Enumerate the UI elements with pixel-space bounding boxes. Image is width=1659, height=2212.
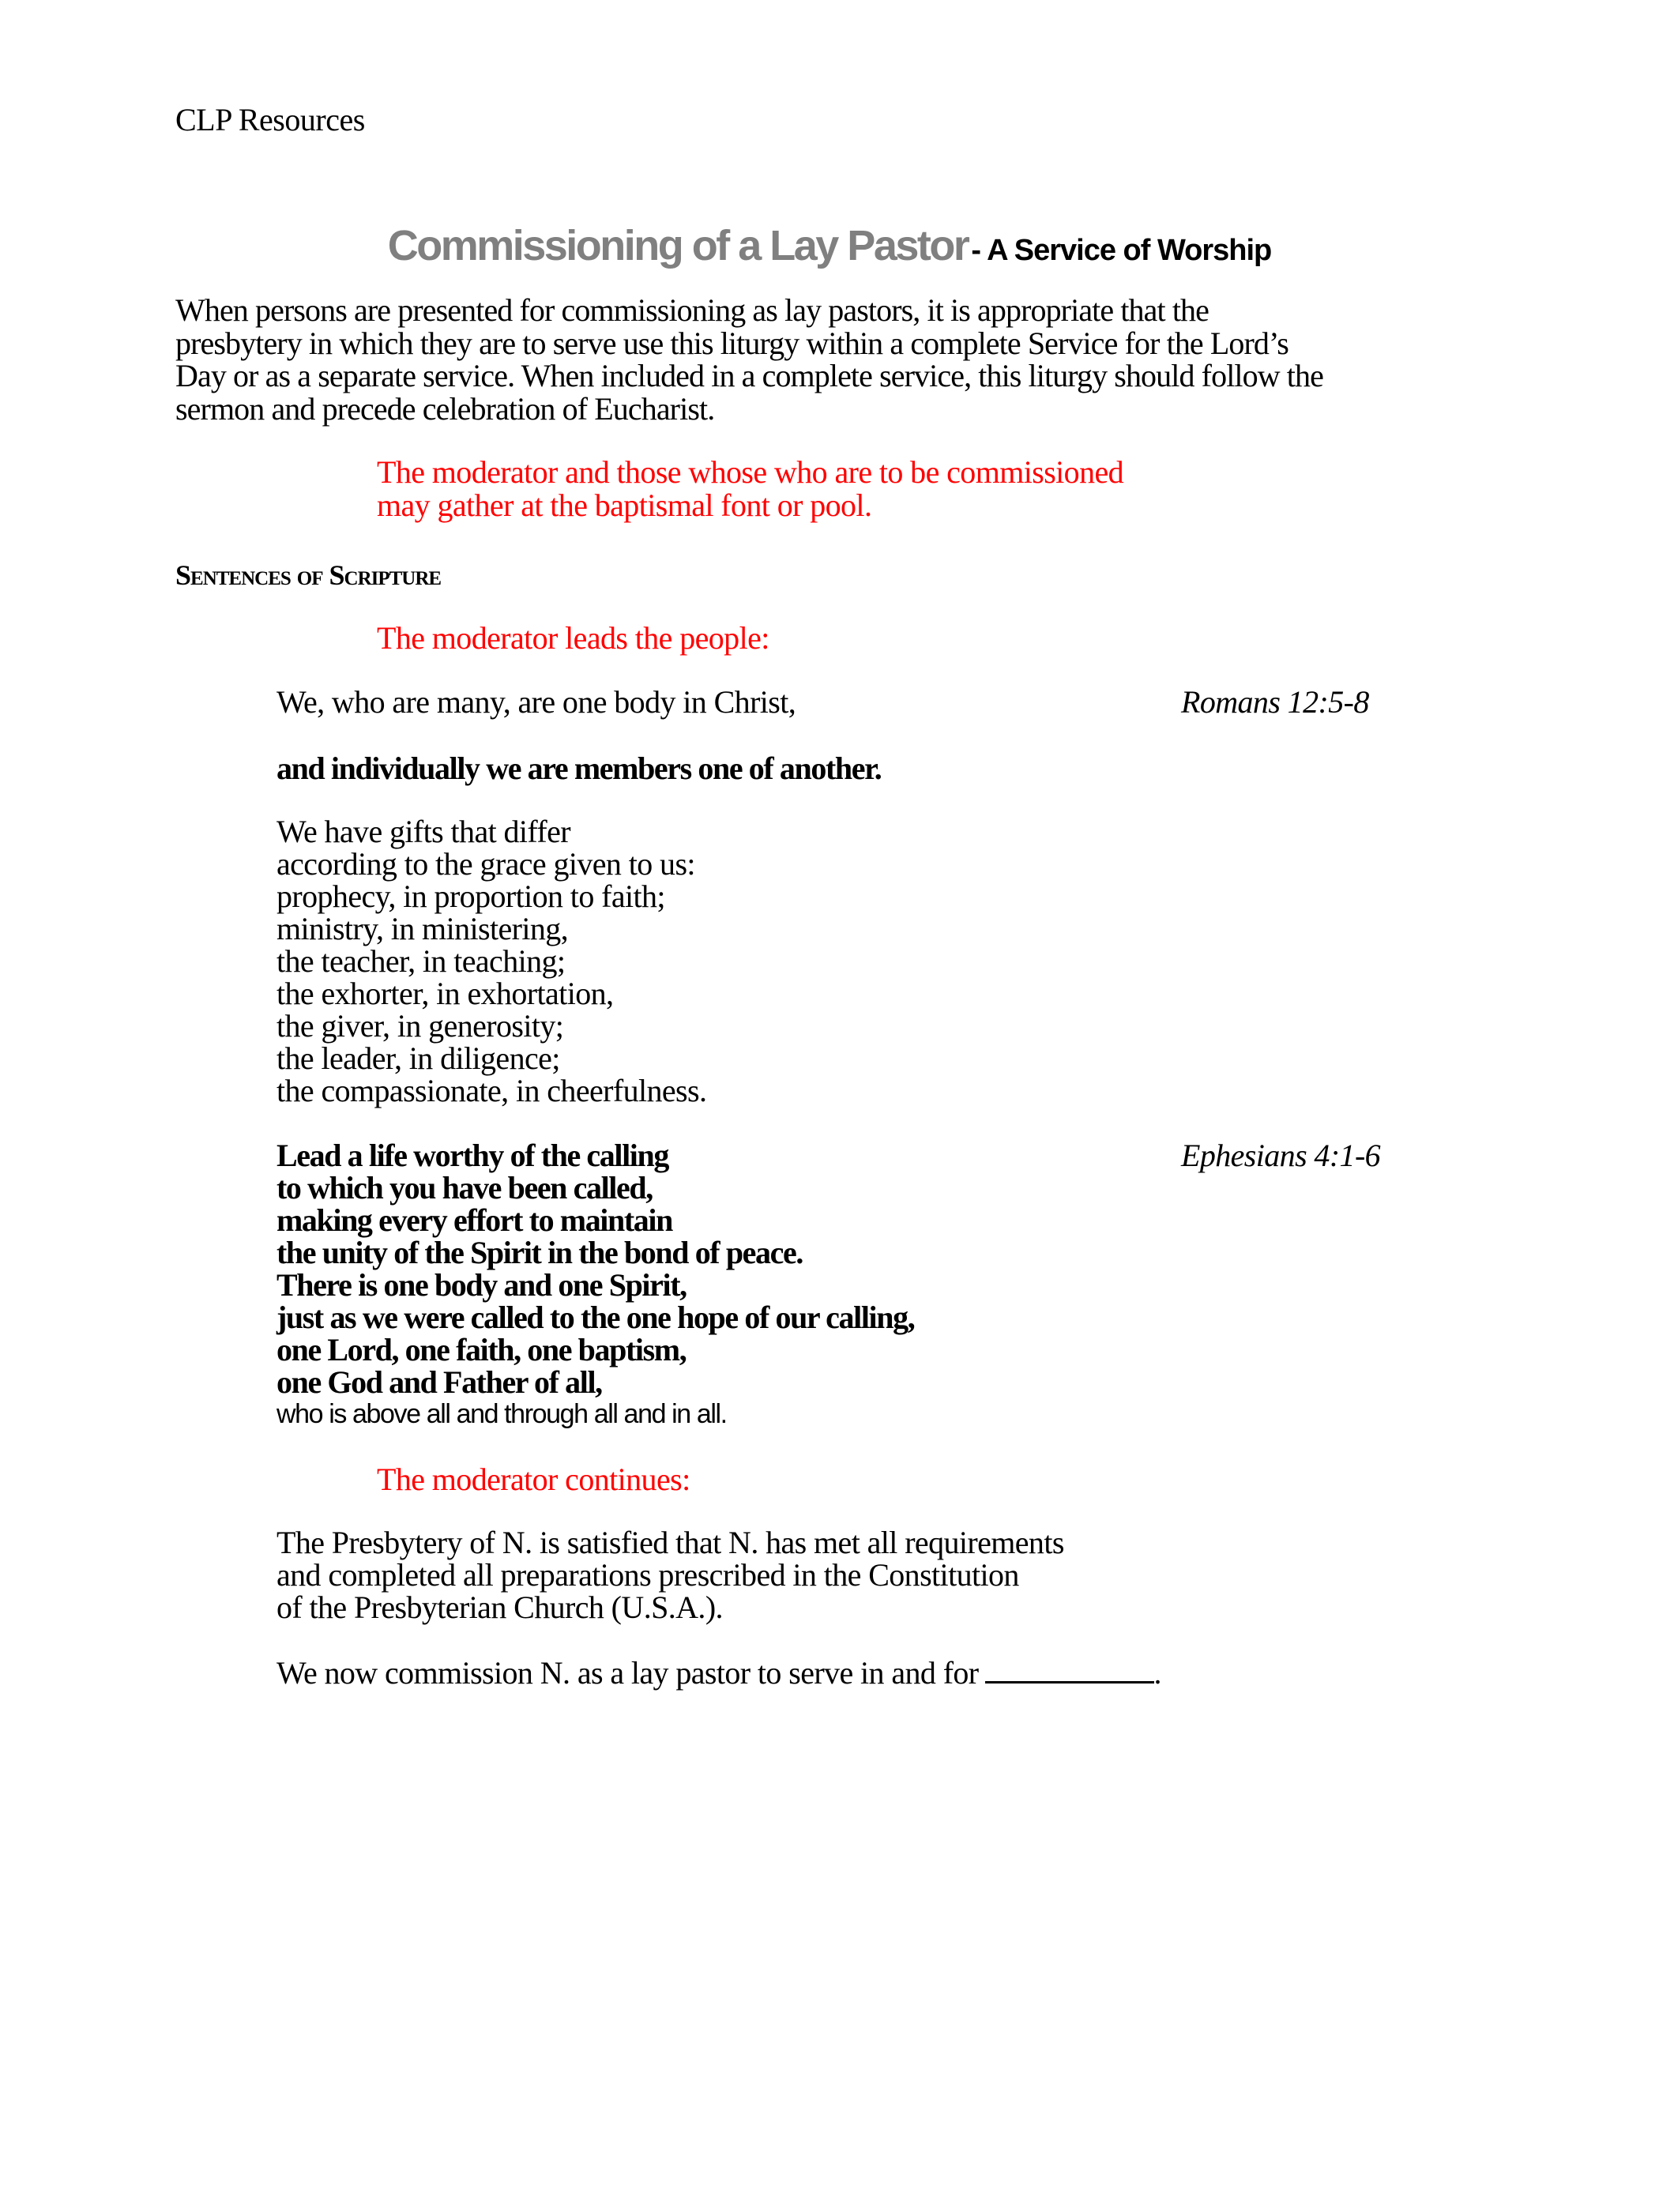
commission-text: We now commission N. as a lay pastor to serve in and for (276, 1655, 979, 1691)
gifts-line: prophecy, in proportion to faith; (276, 878, 665, 914)
gifts-line: We have gifts that differ (276, 814, 571, 849)
gifts-line: ministry, in ministering, (276, 911, 569, 946)
section-heading: Sentences of Scripture (175, 559, 442, 591)
ephesians-passage (276, 1139, 914, 1431)
gifts-line: according to the grace given to us: (276, 846, 695, 882)
romans-leader-line: We, who are many, are one body in Christ, (276, 684, 796, 720)
intro-paragraph (175, 294, 1487, 425)
rubric-leads: The moderator leads the people: (377, 620, 769, 656)
ephesians-line: just as we were called to the one hope of our calling, (276, 1300, 915, 1335)
declaration-line: of the Presbyterian Church (U.S.A.). (276, 1589, 723, 1625)
title-main: Commissioning of a Lay Pastor (387, 222, 969, 269)
page-title (0, 218, 1659, 284)
gifts-line: the leader, in diligence; (276, 1040, 560, 1076)
running-head: CLP Resources (175, 102, 365, 137)
rubric-continues: The moderator continues: (377, 1462, 690, 1497)
ephesians-line: Lead a life worthy of the calling (276, 1138, 668, 1173)
intro-line: sermon and precede celebration of Eucharist. (175, 390, 715, 427)
ephesians-line: making every effort to maintain (276, 1202, 672, 1238)
romans-citation: Romans 12:5-8 (1181, 684, 1369, 720)
ephesians-line: There is one body and one Spirit, (276, 1267, 687, 1303)
commission-line (276, 1657, 1161, 1689)
gifts-line: the teacher, in teaching; (276, 943, 566, 979)
gifts-line: the exhorter, in exhortation, (276, 976, 614, 1011)
intro-line: Day or as a separate service. When included in a complete service, this liturgy should follow the (175, 358, 1323, 393)
ephesians-line: one Lord, one faith, one baptism, (276, 1332, 687, 1367)
ephesians-line: to which you have been called, (276, 1170, 653, 1206)
title-subtitle: - A Service of Worship (971, 234, 1272, 267)
declaration-line: and completed all preparations prescribed in the Constitution (276, 1557, 1019, 1593)
commission-end: . (1153, 1655, 1161, 1691)
declaration (276, 1526, 1064, 1623)
intro-line: When persons are presented for commissioning as lay pastors, it is appropriate that the (175, 292, 1209, 328)
ephesians-line: the unity of the Spirit in the bond of peace. (276, 1235, 803, 1270)
intro-line: presbytery in which they are to serve use this liturgy within a complete Service for the Lord’s (175, 325, 1288, 361)
romans-gifts (276, 815, 706, 1107)
rubric-line: The moderator and those whose who are to be commissioned (377, 454, 1124, 490)
ephesians-citation: Ephesians 4:1-6 (1181, 1138, 1381, 1173)
fill-in-blank (985, 1657, 1154, 1683)
gifts-line: the compassionate, in cheerfulness. (276, 1073, 707, 1108)
romans-people-line: and individually we are members one of another. (276, 750, 882, 786)
rubric-gather (377, 456, 1123, 522)
gifts-line: the giver, in generosity; (276, 1008, 564, 1044)
declaration-line: The Presbytery of N. is satisfied that N. has met all requirements (276, 1525, 1064, 1560)
rubric-line: may gather at the baptismal font or pool. (377, 487, 872, 523)
ephesians-line: one God and Father of all, (276, 1364, 602, 1400)
ephesians-final-line: who is above all and through all and in all. (276, 1399, 727, 1429)
